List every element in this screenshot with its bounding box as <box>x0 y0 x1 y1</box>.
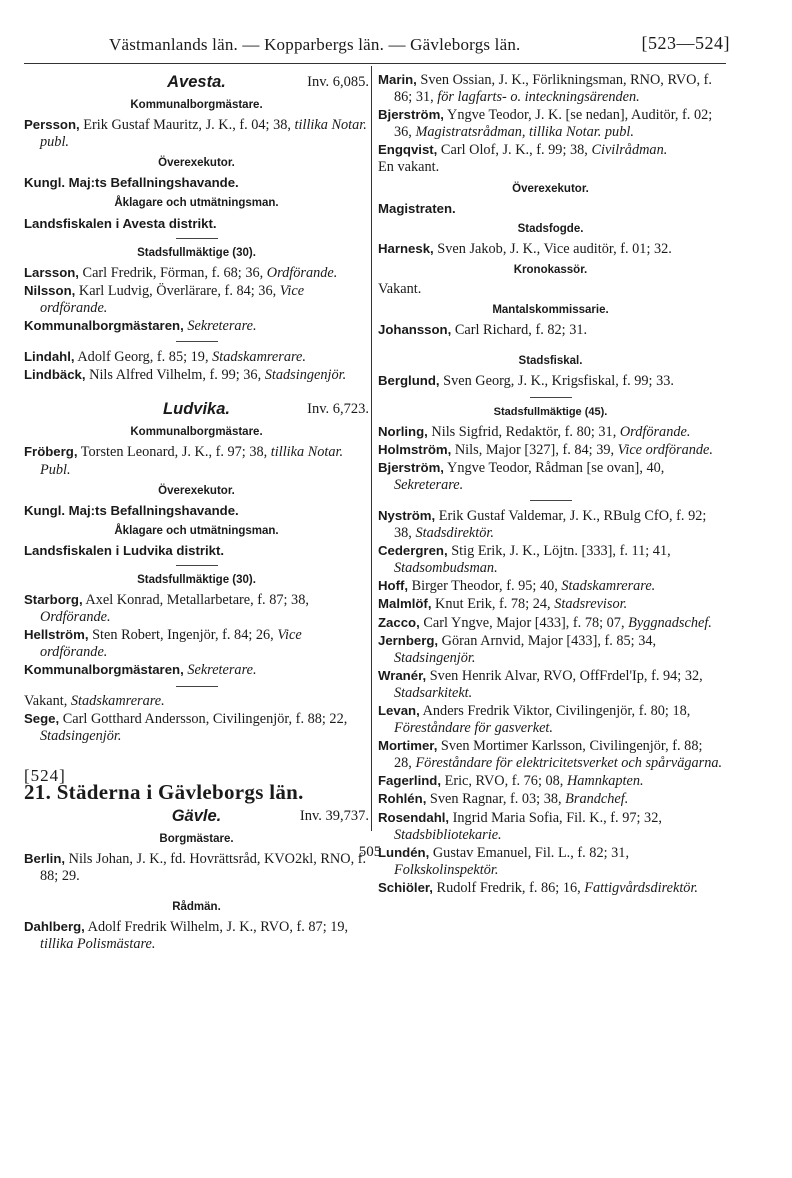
inhabitants: Inv. 6,723. <box>307 401 369 418</box>
entry: Starborg, Axel Konrad, Metallarbetare, f. 87; 38, Ordförande. <box>24 592 309 626</box>
city-heading-gavle <box>24 805 369 827</box>
short-rule <box>530 397 572 398</box>
entry: Nilsson, Karl Ludvig, Överlärare, f. 84; 36, Vice ordförande. <box>24 282 305 316</box>
section-page-ref: [524] <box>24 765 66 785</box>
entry: Johansson, Carl Richard, f. 82; 31. <box>378 322 588 339</box>
subheading: Stadsfullmäktige (30). <box>137 573 256 586</box>
entry: Marin, Sven Ossian, J. K., Förlikningsman, RNO, RVO, f. 86; 31, för lagfarts- o. inteckningsärenden. <box>378 72 712 106</box>
subheading: Stadsfullmäktige (30). <box>137 246 256 259</box>
entry: Schiöler, Rudolf Fredrik, f. 86; 16, Fattigvårdsdirektör. <box>378 879 699 896</box>
entry: Levan, Anders Fredrik Viktor, Civilingenjör, f. 80; 18, Föreståndare för gasverket. <box>378 703 691 737</box>
office-text: Kungl. Maj:ts Befallningshavande. <box>24 175 239 191</box>
city-name: Gävle. <box>171 807 222 825</box>
entry: Vakant. <box>378 281 422 298</box>
subheading: Mantalskommissarie. <box>492 304 609 317</box>
entry: Wranér, Sven Henrik Alvar, RVO, OffFrdel'Ip, f. 94; 32, Stadsarkitekt. <box>378 667 703 701</box>
entry: Kommunalborgmästaren, Sekreterare. <box>24 662 257 679</box>
entry: Harnesk, Sven Jakob, J. K., Vice auditör, f. 01; 32. <box>378 240 672 257</box>
office-text: Landsfiskalen i Avesta distrikt. <box>24 215 217 231</box>
subheading: Åklagare och utmätningsman. <box>114 197 279 210</box>
entry: Kommunalborgmästaren, Sekreterare. <box>24 318 257 335</box>
entry: Engqvist, Carl Olof, J. K., f. 99; 38, Civilrådman. <box>378 142 668 159</box>
inhabitants: Inv. 6,085. <box>307 74 369 90</box>
short-rule <box>176 565 218 566</box>
column-divider <box>371 66 372 831</box>
entry: Rosendahl, Ingrid Maria Sofia, Fil. K., f. 97; 32, Stadsbibliotekarie. <box>378 809 662 843</box>
entry: Fröberg, Torsten Leonard, J. K., f. 97; 38, tillika Notar. Publ. <box>24 444 344 478</box>
city-name: Avesta. <box>167 73 226 91</box>
entry: Jernberg, Göran Arnvid, Major [433], f. 85; 34, Stadsingenjör. <box>378 632 657 666</box>
subheading: Stadsfullmäktige (45). <box>493 405 608 418</box>
header-rule <box>24 63 726 64</box>
subheading: Överexekutor. <box>158 157 235 170</box>
entry: En vakant. <box>378 159 440 176</box>
office-text: Magistraten. <box>378 200 456 216</box>
entry: Vakant, Stadskamrerare. <box>24 692 165 709</box>
page-range: [523—524] <box>641 33 730 53</box>
office-text: Landsfiskalen i Ludvika distrikt. <box>24 542 225 558</box>
left-column <box>24 71 369 954</box>
entry: Sege, Carl Gotthard Andersson, Civilingenjör, f. 88; 22, Stadsingenjör. <box>24 710 348 744</box>
subheading: Stadsfogde. <box>517 222 584 235</box>
entry: Lindbäck, Nils Alfred Vilhelm, f. 99; 36, Stadsingenjör. <box>24 367 347 384</box>
subheading: Stadsfiskal. <box>518 355 583 368</box>
subheading: Kronokassör. <box>513 263 588 276</box>
entry: Fagerlind, Eric, RVO, f. 76; 08, Hamnkapten. <box>378 773 644 790</box>
short-rule <box>176 686 218 687</box>
entry: Bjerström, Yngve Teodor, J. K. [se nedan], Auditör, f. 02; 36, Magistratsrådman, tillika Notar. publ. <box>378 107 713 141</box>
city-name: Ludvika. <box>163 400 230 419</box>
entry: Malmlöf, Knut Erik, f. 78; 24, Stadsrevisor. <box>378 596 628 613</box>
entry: Lundén, Gustav Emanuel, Fil. L., f. 82; 31, Folkskolinspektör. <box>378 844 630 878</box>
entry: Hoff, Birger Theodor, f. 95; 40, Stadskamrerare. <box>378 578 656 595</box>
subheading: Borgmästare. <box>159 833 234 845</box>
subheading: Kommunalborgmästare. <box>130 99 263 111</box>
entry: Bjerström, Yngve Teodor, Rådman [se ovan], 40, Sekreterare. <box>378 459 665 493</box>
short-rule <box>530 500 572 501</box>
running-header <box>24 30 730 60</box>
entry: Larsson, Carl Fredrik, Förman, f. 68; 36, Ordförande. <box>24 264 338 281</box>
entry: Hellström, Sten Robert, Ingenjör, f. 84; 26, Vice ordförande. <box>24 627 302 661</box>
short-rule <box>176 341 218 342</box>
subheading: Överexekutor. <box>158 484 235 497</box>
entry: Rohlén, Sven Ragnar, f. 03; 38, Brandchef. <box>378 791 629 808</box>
entry: Berlin, Nils Johan, J. K., fd. Hovrättsråd, KVO2kl, RNO, f. 88; 29. <box>24 851 367 885</box>
city-heading-avesta <box>24 71 369 93</box>
entry: Cedergren, Stig Erik, J. K., Löjtn. [333], f. 11; 41, Stadsombudsman. <box>378 543 671 577</box>
subheading: Åklagare och utmätningsman. <box>114 524 279 537</box>
entry: Nyström, Erik Gustaf Valdemar, J. K., RBulg CfO, f. 92; 38, Stadsdirektör. <box>378 507 707 542</box>
inhabitants: Inv. 39,737. <box>299 808 369 824</box>
entry: Lindahl, Adolf Georg, f. 85; 19, Stadskamrerare. <box>24 349 306 366</box>
entry: Holmström, Nils, Major [327], f. 84; 39, Vice ordförande. <box>378 441 713 458</box>
running-title: Västmanlands län. — Kopparbergs län. — Gävleborgs län. <box>109 35 521 54</box>
section-title: 21. Städerna i Gävleborgs län. <box>24 779 304 804</box>
office-text: Kungl. Maj:ts Befallningshavande. <box>24 502 239 518</box>
city-heading-ludvika <box>24 398 369 420</box>
subheading: Överexekutor. <box>512 182 589 195</box>
entry: Norling, Nils Sigfrid, Redaktör, f. 80; 31, Ordförande. <box>378 423 691 440</box>
entry: Mortimer, Sven Mortimer Karlsson, Civilingenjör, f. 88; 28, Föreståndare för elektricitetsverket och spårvägarna. <box>378 738 723 772</box>
entry: Persson, Erik Gustaf Mauritz, J. K., f. 04; 38, tillika Notar. publ. <box>24 117 367 151</box>
short-rule <box>176 238 218 239</box>
right-column <box>378 71 723 897</box>
subheading: Kommunalborgmästare. <box>130 426 263 439</box>
entry: Zacco, Carl Yngve, Major [433], f. 78; 07, Byggnadschef. <box>378 614 712 631</box>
page-number: 505 <box>358 844 382 860</box>
entry: Berglund, Sven Georg, J. K., Krigsfiskal, f. 99; 33. <box>378 373 674 390</box>
entry: Dahlberg, Adolf Fredrik Wilhelm, J. K., RVO, f. 87; 19, tillika Polismästare. <box>24 919 349 953</box>
subheading: Rådmän. <box>172 901 221 914</box>
